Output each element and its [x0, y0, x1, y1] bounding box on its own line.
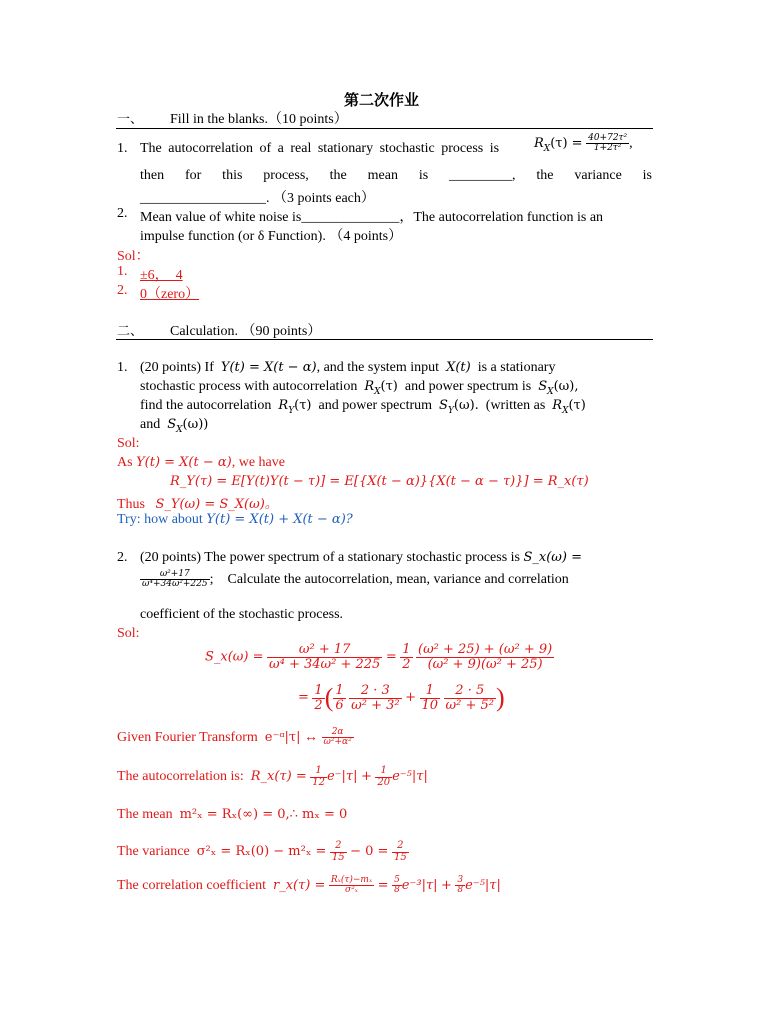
p2-autocorr-line: The autocorrelation is: R_x(τ) = $\frac{1}{12}$ e⁻|τ| + $\frac{1}{20}$ e⁻⁵|τ|	[117, 765, 428, 788]
p2-line1: (20 points) The power spectrum of a stationary stochastic process is S_x(ω) =	[140, 550, 582, 565]
section-1-heading: Fill in the blanks.（10 points）	[170, 112, 348, 127]
p2-fraction: $\frac{\text{ω²+17}}{\text{ω⁴+34ω²+225}}$	[142, 569, 208, 590]
p2-sol-label: Sol:	[117, 626, 140, 641]
q1-number: 1.	[117, 141, 128, 156]
sol-label-1: Sol：	[117, 249, 150, 264]
answer-1: ±6， 4	[140, 268, 183, 283]
section-2-rule	[116, 339, 653, 340]
p2-variance-line: The variance σ²ₓ = Rₓ(0) − m²ₓ = $\frac{2}{15}$ − 0 = $\frac{2}{15}$	[117, 840, 407, 863]
p2-eq1: S_x(ω) = $\frac{\text{ω² + 17}}{\text{ω⁴ + 34ω² + 225}}$ = $\frac{1}{2}$ $\frac{\text{(ω² + 25) + (ω² + 9)}}{\text{(ω² + 9)(ω² + 25)}}$	[205, 642, 553, 672]
section-2-heading: Calculation. （90 points）	[170, 324, 322, 339]
section-1-number: 一、	[117, 112, 144, 127]
p2-mean-line: The mean m²ₓ = Rₓ(∞) = 0,∴ mₓ = 0	[117, 807, 348, 822]
q1-text: The autocorrelation of a real stationary stochastic process is	[140, 141, 500, 156]
page-title: 第二次作业	[344, 91, 420, 109]
p1-as-line: As Y(t) = X(t − α), we have	[117, 455, 285, 470]
section-1-rule	[116, 128, 653, 129]
p1-try-line: Try: how about Y(t) = X(t) + X(t − α)?	[117, 512, 353, 527]
q1-line2: then for this process, the mean is _________, the variance is	[140, 168, 652, 183]
p1-sol-label: Sol:	[117, 436, 140, 451]
q2-number: 2.	[117, 206, 128, 221]
p2-corrcoef-line: The correlation coefficient r_x(τ) = $\frac{\text{Rₓ(τ)−mₓ}}{\text{σ²ₓ}}$ = $\frac{5}{8}$ e⁻³|τ| + $\frac{3}{8}$ e⁻⁵|τ|	[117, 875, 501, 896]
answer-1-number: 1.	[117, 264, 128, 279]
p1-line2: stochastic process with autocorrelation $R_X(\tau)$ and power spectrum is $S_X(\omega)$,	[140, 379, 579, 397]
q1-line3: __________________. （3 points each）	[140, 191, 375, 206]
q2-line1: Mean value of white noise is______________，The autocorrelation function is an	[140, 210, 604, 225]
p2-line3: coefficient of the stochastic process.	[140, 607, 344, 622]
answer-2-number: 2.	[117, 283, 128, 298]
section-2-number: 二、	[117, 324, 144, 339]
p2-line2: $\frac{\text{ω²+17}}{\text{ω⁴+34ω²+225}}$ ; Calculate the autocorrelation, mean, variance and correlation	[142, 569, 569, 590]
p1-ry-equation: R_Y(τ) = E[Y(t)Y(t − τ)] = E[{X(t − α)}{X(t − α − τ)}] = R_x(τ)	[170, 474, 589, 489]
p2-eq2: = $\frac{1}{2}$ ( $\frac{1}{6}$ $\frac{2 \cdot 3}{\text{ω² + 3²}}$ + $\frac{1}{10}$ $\frac{2 \cdot 5}{\text{ω² + 5²}}$ )	[298, 682, 505, 713]
p1-thus-line: Thus S_Y(ω) = S_X(ω)。	[117, 497, 278, 512]
p1-line3: find the autocorrelation $R_Y(\tau)$ and power spectrum $S_Y(\omega)$. (written as $R_X(\tau)$	[140, 398, 586, 416]
q2-line2: impulse function (or δ Function). （4 points）	[140, 229, 403, 244]
q1-fraction: $\frac{\text{40+72τ²}}{\text{1+2τ²}}$	[588, 133, 628, 154]
q1-formula: $R_X(\tau)$ = $\frac{\text{40+72τ²}}{\text{1+2τ²}}$ ,	[534, 133, 633, 154]
p1-line1: (20 points) If Y(t) = X(t − α), and the system input X(t) is a stationary	[140, 360, 556, 375]
answer-2: 0（zero）	[140, 287, 200, 302]
p2-fourier-line: Given Fourier Transform e⁻ᵅ|τ| ↔ $\frac{2\alpha}{\text{ω²+α²}}$	[117, 727, 352, 748]
p1-number: 1.	[117, 360, 128, 375]
p1-line4: and $S_X(\omega)$)	[140, 417, 209, 435]
p2-number: 2.	[117, 550, 128, 565]
